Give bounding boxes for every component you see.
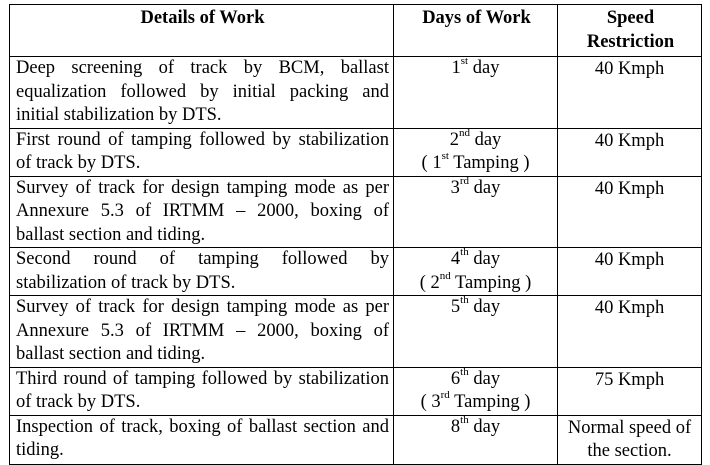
day-word: day [474,129,502,150]
day-cell [394,128,558,176]
header-row [10,5,702,57]
tamping-number: 3 [431,392,441,412]
header-speed-line2: Restriction [586,31,675,52]
day-word: day [473,249,501,269]
day-label [396,57,555,81]
tamping-ordinal-suffix: st [441,150,449,162]
speed-restriction-cell: 40 Kmph [558,128,702,176]
day-cell [394,367,558,415]
tamping-text: Tamping ) [450,272,532,293]
day-word: day [473,368,501,389]
day-word: day [473,297,501,317]
speed-restriction-cell: 75 Kmph [558,367,702,415]
day-ordinal-suffix: nd [458,126,470,139]
day-label [396,248,555,272]
tamping-open: ( [419,272,431,293]
day-number: 6 [450,368,461,389]
tamping-text: Tamping ) [448,153,530,173]
table-row [10,367,702,415]
work-details-cell: Survey of track for design tamping mode as per Annexure 5.3 of IRTMM – 2000, boxing of ballast section and tiding. [10,176,394,248]
day-cell [394,296,558,368]
work-details-cell: First round of tamping followed by stabilization of track by DTS. [10,128,394,176]
work-details-cell: Second round of tamping followed by stabilization of track by DTS. [10,248,394,296]
speed-restriction-cell: Normal speed of the section. [558,415,702,464]
day-word: day [472,58,500,78]
day-label [396,413,555,440]
header-days-of-work: Days of Work [394,5,558,57]
work-details-cell: Deep screening of track by BCM, ballast equalization followed by initial packing and initial stabilization by DTS. [10,57,394,129]
day-number: 4 [450,249,461,269]
day-number: 8 [450,416,461,437]
header-details-of-work: Details of Work [10,5,394,57]
day-label [396,365,555,392]
day-number: 3 [450,177,460,198]
day-cell [394,176,558,248]
tamping-number: 1 [432,153,442,173]
speed-restriction-cell: 40 Kmph [558,296,702,368]
day-label [396,174,555,201]
day-ordinal-suffix: rd [459,174,470,187]
day-ordinal-suffix: th [460,365,469,378]
day-word: day [473,416,501,437]
tamping-label [396,152,555,176]
tamping-ordinal-suffix: nd [439,269,451,282]
tamping-open: ( [420,392,432,412]
day-ordinal-suffix: th [460,413,469,426]
table-row [10,296,702,368]
speed-restriction-cell: 40 Kmph [558,176,702,248]
work-details-cell: Third round of tamping followed by stabilization of track by DTS. [10,367,394,415]
table-row [10,248,702,296]
day-cell [394,248,558,296]
day-ordinal-suffix: th [460,294,469,306]
header-speed-line1: Speed [606,8,655,28]
tamping-text: Tamping ) [449,392,531,412]
day-number: 2 [449,129,459,150]
day-ordinal-suffix: st [460,55,469,67]
day-label [396,126,555,153]
day-label [396,296,555,320]
day-number: 5 [450,297,461,317]
header-speed-restriction [558,5,702,57]
tamping-label [396,391,555,415]
day-word: day [473,177,501,198]
work-schedule-table [9,4,702,465]
tamping-open: ( [421,153,433,173]
tamping-number: 2 [430,272,440,293]
work-details-cell: Survey of track for design tamping mode as per Annexure 5.3 of IRTMM – 2000, boxing of ballast section and tiding. [10,296,394,368]
speed-restriction-cell: 40 Kmph [558,57,702,129]
tamping-label [396,269,555,296]
table-row [10,128,702,176]
day-number: 1 [451,58,461,78]
day-ordinal-suffix: th [460,246,469,258]
table-row [10,176,702,248]
work-details-cell: Inspection of track, boxing of ballast section and tiding. [10,415,394,464]
table-row [10,57,702,129]
tamping-ordinal-suffix: rd [440,389,450,401]
day-cell [394,57,558,129]
speed-restriction-cell: 40 Kmph [558,248,702,296]
